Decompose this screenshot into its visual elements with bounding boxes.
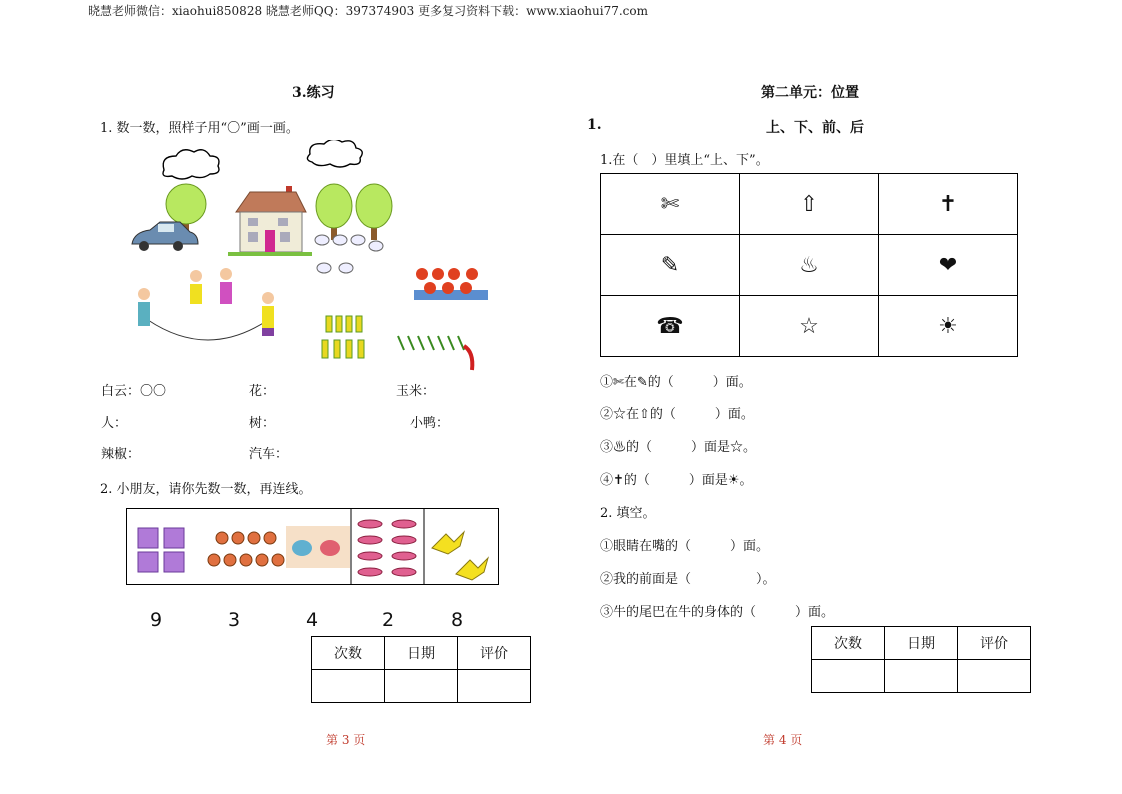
chili-pepper-icon xyxy=(398,336,472,370)
star-icon: ☆ xyxy=(740,296,879,357)
scissors-icon: ✄ xyxy=(601,174,740,235)
eval-header-date: 日期 xyxy=(385,637,458,670)
eval-header-count: 次数 xyxy=(812,627,885,660)
fish-icon xyxy=(358,520,416,576)
answer-ducks: 小鸭： xyxy=(410,416,450,431)
lesson-number: 1. xyxy=(587,117,602,133)
right-question-1-prompt: 1.在（ ）里填上“上、下”。 xyxy=(600,153,769,168)
number-option[interactable]: 2 xyxy=(382,609,395,631)
right-evaluation-table xyxy=(811,626,1031,693)
duck-icon xyxy=(315,235,383,273)
telephone-icon: ☎ xyxy=(601,296,740,357)
unit-title: 第二单元：位置 xyxy=(761,85,859,101)
heart-icon: ❤ xyxy=(879,235,1018,296)
symbol-grid xyxy=(600,173,1018,357)
number-option[interactable]: 9 xyxy=(150,609,163,631)
eval-header-count: 次数 xyxy=(312,637,385,670)
house-icon xyxy=(228,186,312,256)
children-jumping-rope-icon xyxy=(138,268,274,340)
tree-icon xyxy=(316,184,352,240)
right-question-2-prompt: 2. 填空。 xyxy=(600,506,656,521)
fill-item-2[interactable]: ②我的前面是（ ）。 xyxy=(600,572,776,587)
answer-clouds: 白云：〇〇 xyxy=(101,384,167,399)
right-page-footer: 第 4 页 xyxy=(763,733,803,747)
left-page-footer: 第 3 页 xyxy=(326,733,366,747)
cup-icon xyxy=(138,528,184,572)
question-1-prompt: 1. 数一数，照样子用“〇”画一画。 xyxy=(100,121,299,136)
cross-icon: ✝ xyxy=(879,174,1018,235)
tree-icon xyxy=(356,184,392,240)
answer-flowers: 花： xyxy=(249,384,276,399)
number-option[interactable]: 8 xyxy=(451,609,464,631)
eval-header-rating: 评价 xyxy=(458,637,531,670)
answer-trees: 树： xyxy=(249,416,276,431)
pencil-icon: ✎ xyxy=(601,235,740,296)
eval-cell-count[interactable] xyxy=(312,670,385,703)
number-option[interactable]: 4 xyxy=(306,609,319,631)
eval-cell-date[interactable] xyxy=(385,670,458,703)
counting-strip-illustration xyxy=(126,508,500,586)
hot-springs-icon: ♨ xyxy=(740,235,879,296)
rocking-horse-icon xyxy=(286,526,350,568)
arrow-up-icon: ⇧ xyxy=(740,174,879,235)
counting-scene-illustration xyxy=(128,140,508,372)
fill-item-1[interactable]: ①眼睛在嘴的（ ）面。 xyxy=(600,539,770,554)
flower-pots-icon xyxy=(414,268,488,300)
cloud-icon xyxy=(163,150,219,179)
lesson-title: 上、下、前、后 xyxy=(766,120,864,136)
position-item-1[interactable]: ①✄在✎的（ ）面。 xyxy=(600,375,752,390)
number-option[interactable]: 3 xyxy=(228,609,241,631)
snail-icon xyxy=(208,532,284,566)
position-item-4[interactable]: ④✝的（ ）面是☀。 xyxy=(600,473,753,488)
eval-header-date: 日期 xyxy=(885,627,958,660)
eval-cell-rating[interactable] xyxy=(958,660,1031,693)
page-header: 晓慧老师微信：xiaohui850828 晓慧老师QQ：397374903 更多复习资料下载：www.xiaohui77.com xyxy=(88,4,648,18)
eval-cell-count[interactable] xyxy=(812,660,885,693)
eval-cell-rating[interactable] xyxy=(458,670,531,703)
answer-people: 人： xyxy=(101,416,128,431)
answer-peppers: 辣椒： xyxy=(101,447,141,462)
cloud-icon xyxy=(307,140,362,167)
fill-item-3[interactable]: ③牛的尾巴在牛的身体的（ ）面。 xyxy=(600,605,835,620)
position-item-2[interactable]: ②☆在⇧的（ ）面。 xyxy=(600,407,754,422)
answer-corn: 玉米： xyxy=(396,384,436,399)
question-2-prompt: 2. 小朋友，请你先数一数，再连线。 xyxy=(100,482,312,497)
eval-cell-date[interactable] xyxy=(885,660,958,693)
eval-header-rating: 评价 xyxy=(958,627,1031,660)
bird-icon xyxy=(432,532,488,580)
corn-icon xyxy=(322,316,364,358)
answer-cars: 汽车： xyxy=(249,447,289,462)
left-evaluation-table xyxy=(311,636,531,703)
sun-icon: ☀ xyxy=(879,296,1018,357)
left-page-title: 3.练习 xyxy=(292,85,335,101)
position-item-3[interactable]: ③♨的（ ）面是☆。 xyxy=(600,440,757,455)
